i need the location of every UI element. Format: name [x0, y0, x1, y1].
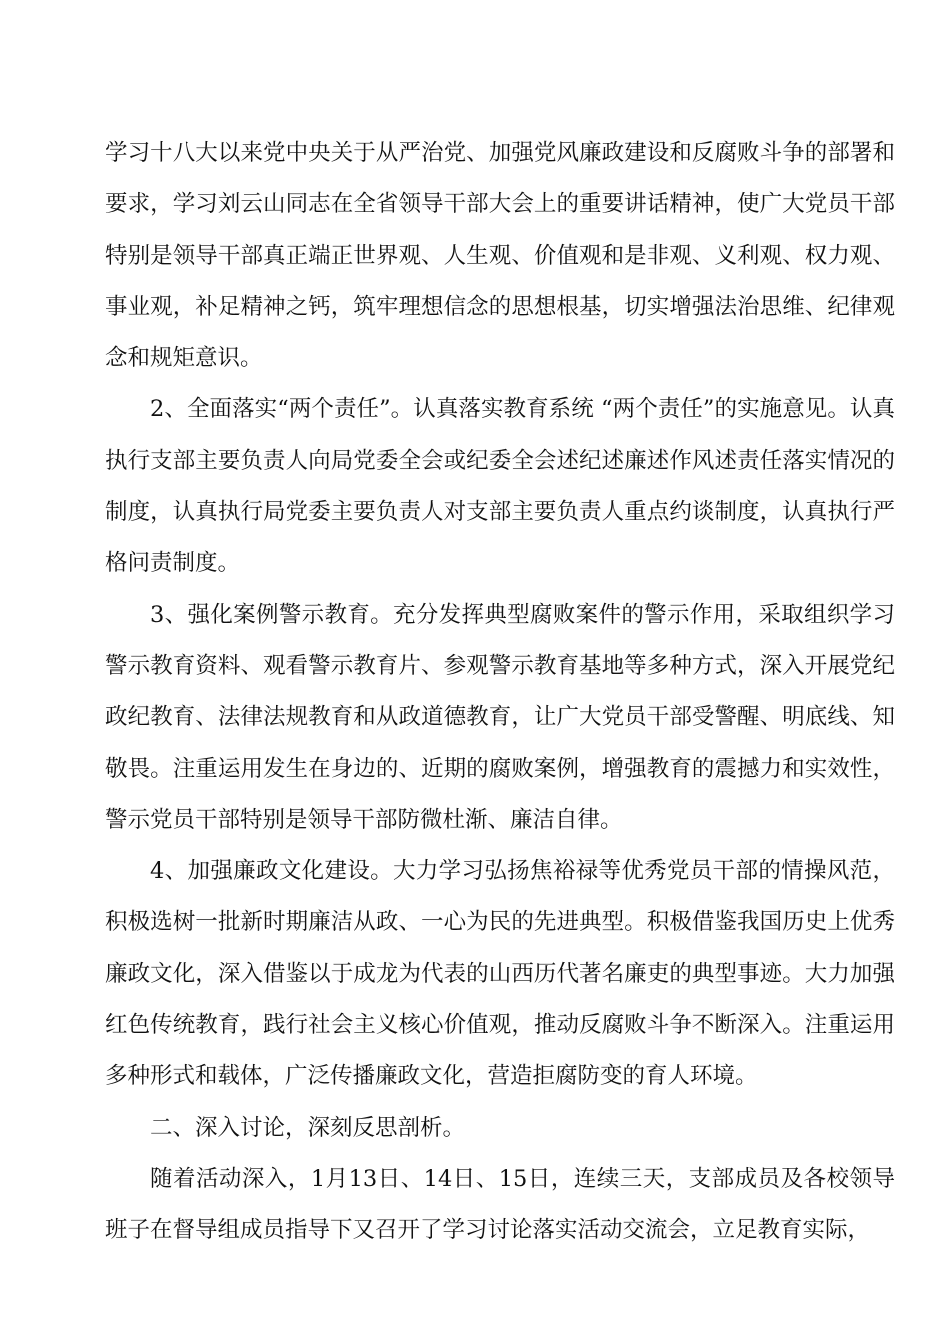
paragraph-clean-culture: 4、加强廉政文化建设。大力学习弘扬焦裕禄等优秀党员干部的情操风范，积极选树一批新时期廉洁从政、一心为民的先进典型。积极借鉴我国历史上优秀廉政文化，深入借鉴以于成龙为代表的山西历代著名廉吏的典型事迹。大力加强红色传统教育，践行社会主义核心价值观，推动反腐败斗争不断深入。注重运用多种形式和载体，广泛传播廉政文化，营造拒腐防变的育人环境。	[105, 858, 895, 1090]
document-body	[105, 128, 895, 1257]
paragraph-exchange-meeting: 随着活动深入，1月13日、14日、15日，连续三天，支部成员及各校领导班子在督导组成员指导下又召开了学习讨论落实活动交流会，立足教育实际，	[105, 1165, 895, 1244]
paragraph-continuation: 学习十八大以来党中央关于从严治党、加强党风廉政建设和反腐败斗争的部署和要求，学习刘云山同志在全省领导干部大会上的重要讲话精神，使广大党员干部特别是领导干部真正端正世界观、人生观、价值观和是非观、义利观、权力观、事业观，补足精神之钙，筑牢理想信念的思想根基，切实增强法治思维、纪律观念和规矩意识。	[105, 140, 895, 372]
paragraph-case-warning-education: 3、强化案例警示教育。充分发挥典型腐败案件的警示作用，采取组织学习警示教育资料、观看警示教育片、参观警示教育基地等多种方式，深入开展党纪政纪教育、法律法规教育和从政道德教育，让广大党员干部受警醒、明底线、知敬畏。注重运用发生在身边的、近期的腐败案例，增强教育的震撼力和实效性，警示党员干部特别是领导干部防微杜渐、廉洁自律。	[105, 601, 895, 833]
section-heading-discussion: 二、深入讨论，深刻反思剖析。	[150, 1114, 466, 1141]
paragraph-two-responsibilities: 2、全面落实“两个责任”。认真落实教育系统 “两个责任”的实施意见。认真执行支部主要负责人向局党委全会或纪委全会述纪述廉述作风述责任落实情况的制度，认真执行局党委主要负责人对支部主要负责人重点约谈制度，认真执行严格问责制度。	[105, 396, 895, 577]
